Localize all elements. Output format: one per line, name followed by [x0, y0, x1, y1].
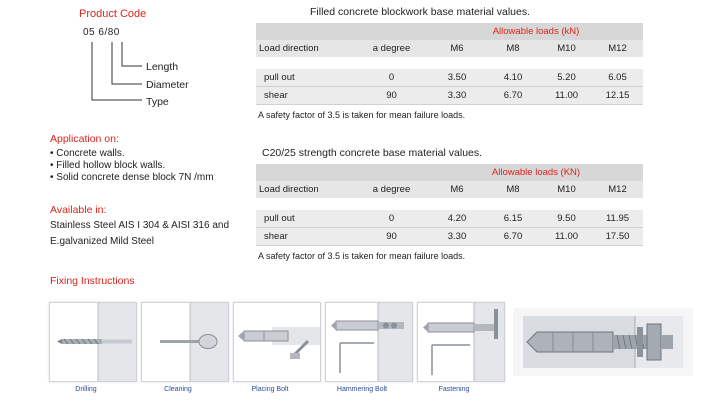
table-cell: 9.50 [541, 210, 592, 228]
table-cell: 12.15 [592, 87, 643, 105]
table1-header: M6 [429, 40, 485, 57]
table2 [256, 164, 643, 246]
application-item: • Concrete walls. [50, 148, 125, 159]
table-cell: 90 [354, 87, 429, 105]
available-heading: Available in: [50, 204, 107, 216]
table-cell: 3.30 [429, 228, 485, 246]
table-cell: 0 [354, 69, 429, 87]
step-label-cleaning: Cleaning [164, 386, 192, 393]
table2-note: A safety factor of 3.5 is taken for mean failure loads. [258, 251, 466, 261]
table-cell: 90 [354, 228, 429, 246]
table-cell: 11.95 [592, 210, 643, 228]
table-row [256, 210, 643, 228]
table-cell: 4.20 [429, 210, 485, 228]
fixing-heading: Fixing Instructions [50, 275, 135, 287]
available-line: Stainless Steel AIS I 304 & AISI 316 and [50, 220, 230, 231]
table2-header: a degree [354, 181, 429, 198]
table-cell: shear [256, 228, 354, 246]
step-label-placing-bolt: Placing Bolt [251, 386, 289, 393]
table1 [256, 23, 643, 105]
product-code-value: 05 6/80 [83, 27, 120, 38]
product-code-label-diameter: Diameter [146, 79, 189, 91]
table-cell: 11.00 [541, 228, 592, 246]
table-cell: 0 [354, 210, 429, 228]
application-item: • Solid concrete dense block 7N /mm [50, 172, 214, 183]
table-cell: pull out [256, 210, 354, 228]
table-cell: 5.20 [541, 69, 592, 87]
blower-icon [142, 303, 228, 381]
table2-units-label: Allowable loads (KN) [429, 164, 643, 181]
product-code-label-type: Type [146, 96, 169, 108]
table1-header: M10 [541, 40, 592, 57]
table1-header: M8 [485, 40, 541, 57]
table-cell: 11.00 [541, 87, 592, 105]
table-cell: 6.70 [485, 87, 541, 105]
table2-title: C20/25 strength concrete base material values. [262, 147, 483, 159]
table2-header: M10 [541, 181, 592, 198]
table-cell: 6.70 [485, 228, 541, 246]
table-row [256, 87, 643, 105]
table2-header: Load direction [256, 181, 354, 198]
table-cell: 6.05 [592, 69, 643, 87]
wrench-icon [418, 303, 504, 381]
cleaning-illustration [141, 302, 229, 382]
placing-bolt-illustration [233, 302, 321, 382]
table-cell: shear [256, 87, 354, 105]
table-row [256, 69, 643, 87]
table-cell: 3.50 [429, 69, 485, 87]
product-code-title: Product Code [79, 8, 147, 20]
hammer-icon [326, 303, 412, 381]
application-item: • Filled hollow block walls. [50, 160, 166, 171]
table2-header: M12 [592, 181, 643, 198]
fastening-illustration [417, 302, 505, 382]
table1-header: a degree [354, 40, 429, 57]
product-code-label-length: Length [146, 61, 179, 73]
table1-header: M12 [592, 40, 643, 57]
table1-note: A safety factor of 3.5 is taken for mean failure loads. [258, 110, 466, 120]
table2-header: M6 [429, 181, 485, 198]
table1-title: Filled concrete blockwork base material values. [310, 6, 531, 18]
table-cell: 3.30 [429, 87, 485, 105]
table-cell: 6.15 [485, 210, 541, 228]
available-line: E.galvanized Mild Steel [50, 236, 154, 247]
table1-header: Load direction [256, 40, 354, 57]
application-heading: Application on: [50, 133, 119, 145]
table1-units-label: Allowable loads (kN) [429, 23, 643, 40]
step-label-hammering-bolt: Hammering Bolt [336, 386, 388, 393]
anchor-bolt-photo [513, 308, 693, 376]
table-cell: 4.10 [485, 69, 541, 87]
step-label-fastening: Fastening [438, 386, 470, 393]
step-label-drilling: Drilling [75, 386, 97, 393]
anchor-bolt-icon [234, 303, 320, 381]
table-cell: pull out [256, 69, 354, 87]
table-row [256, 228, 643, 246]
product-code-diagram [80, 38, 150, 108]
drill-bit-icon [50, 303, 136, 381]
table2-header: M8 [485, 181, 541, 198]
hammering-bolt-illustration [325, 302, 413, 382]
drilling-illustration [49, 302, 137, 382]
table-cell: 17.50 [592, 228, 643, 246]
